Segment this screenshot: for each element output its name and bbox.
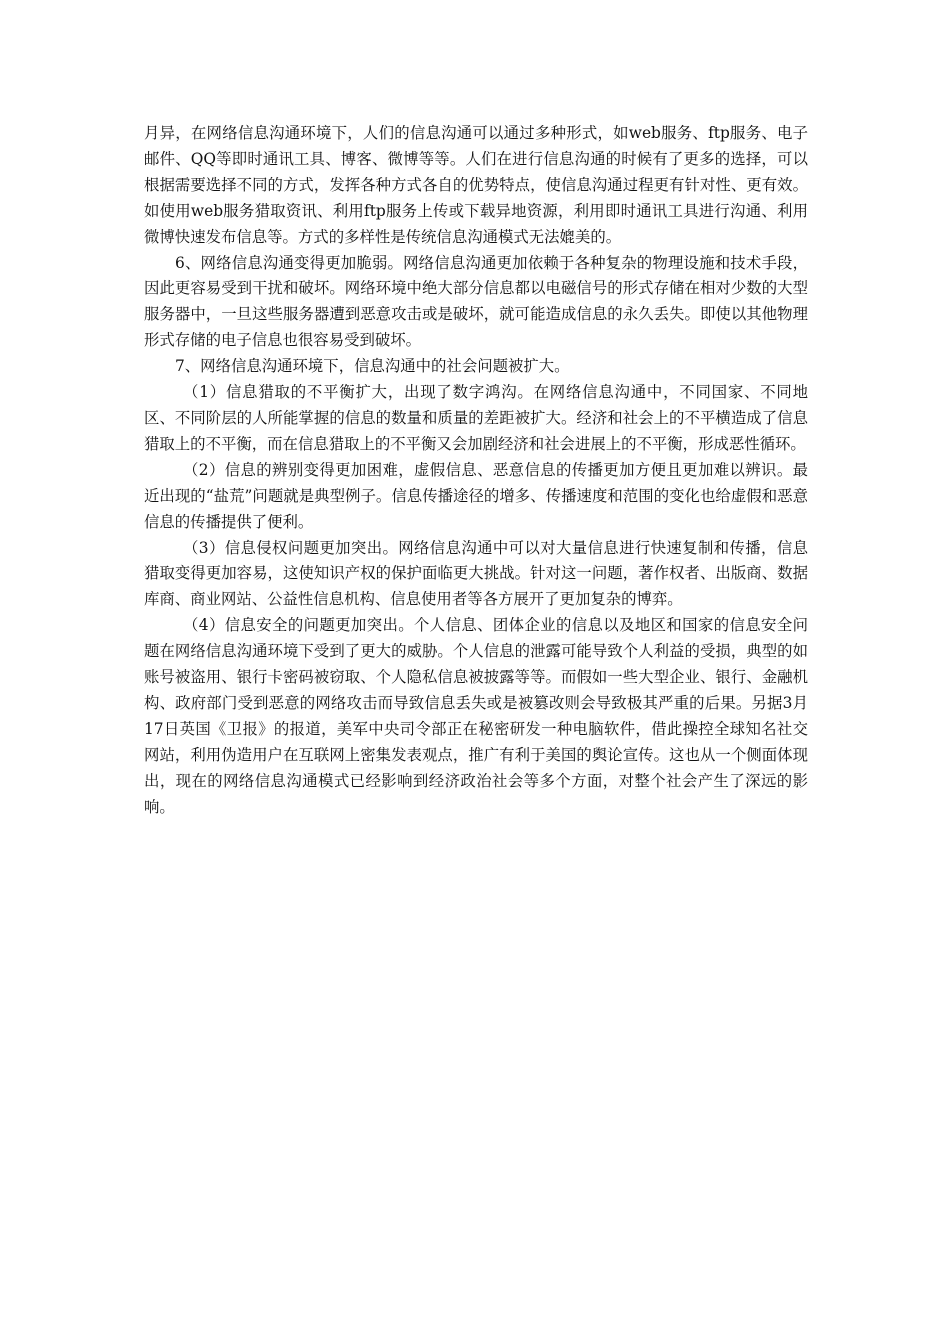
- paragraph-item-6: 6、网络信息沟通变得更加脆弱。网络信息沟通更加依赖于各种复杂的物理设施和技术手段，因此更容易受到干扰和破坏。网络环境中绝大部分信息都以电磁信号的形式存储在相对少数的大型服务器中，一旦这些服务器遭到恶意攻击或是破坏，就可能造成信息的永久丢失。即使以其他物理形式存储的电子信息也很容易受到破坏。: [144, 253, 808, 350]
- document-body: [144, 121, 808, 820]
- paragraph-subitem-1: （1）信息猎取的不平衡扩大，出现了数字鸿沟。在网络信息沟通中，不同国家、不同地区、不同阶层的人所能掌握的信息的数量和质量的差距被扩大。经济和社会上的不平横造成了信息猎取上的不平衡，而在信息猎取上的不平衡又会加剧经济和社会进展上的不平衡，形成恶性循环。: [144, 383, 808, 453]
- paragraph-subitem-3: （3）信息侵权问题更加突出。网络信息沟通中可以对大量信息进行快速复制和传播，信息猎取变得更加容易，这使知识产权的保护面临更大挑战。针对这一问题，著作权者、出版商、数据库商、商业网站、公益性信息机构、信息使用者等各方展开了更加复杂的博弈。: [144, 538, 808, 609]
- paragraph-item-7: 7、网络信息沟通环境下，信息沟通中的社会问题被扩大。: [175, 357, 570, 376]
- paragraph-subitem-4: （4）信息安全的问题更加突出。个人信息、团体企业的信息以及地区和国家的信息安全问题在网络信息沟通环境下受到了更大的威胁。个人信息的泄露可能导致个人利益的受损，典型的如账号被盗用、银行卡密码被窃取、个人隐私信息被披露等等。而假如一些大型企业、银行、金融机构、政府部门受到恶意的网络攻击而导致信息丢失或是被篡改则会导致极其严重的后果。另据3月17日英国《卫报》的报道，美军中央司令部正在秘密研发一种电脑软件，借此操控全球知名社交网站，利用伪造用户在互联网上密集发表观点，推广有利于美国的舆论宣传。这也从一个侧面体现出，现在的网络信息沟通模式已经影响到经济政治社会等多个方面，对整个社会产生了深远的影响。: [144, 616, 808, 816]
- paragraph-subitem-2: （2）信息的辨别变得更加困难，虚假信息、恶意信息的传播更加方便且更加难以辨识。最近出现的“盐荒”问题就是典型例子。信息传播途径的增多、传播速度和范围的变化也给虚假和恶意信息的传播提供了便利。: [144, 460, 808, 531]
- paragraph-continuation: 月异，在网络信息沟通环境下，人们的信息沟通可以通过多种形式，如web服务、ftp服务、电子邮件、QQ等即时通讯工具、博客、微博等等。人们在进行信息沟通的时候有了更多的选择，可以根据需要选择不同的方式，发挥各种方式各自的优势特点，使信息沟通过程更有针对性、更有效。如使用web服务猎取资讯、利用ftp服务上传或下载异地资源，利用即时通讯工具进行沟通、利用微博快速发布信息等。方式的多样性是传统信息沟通模式无法媲美的。: [144, 124, 808, 246]
